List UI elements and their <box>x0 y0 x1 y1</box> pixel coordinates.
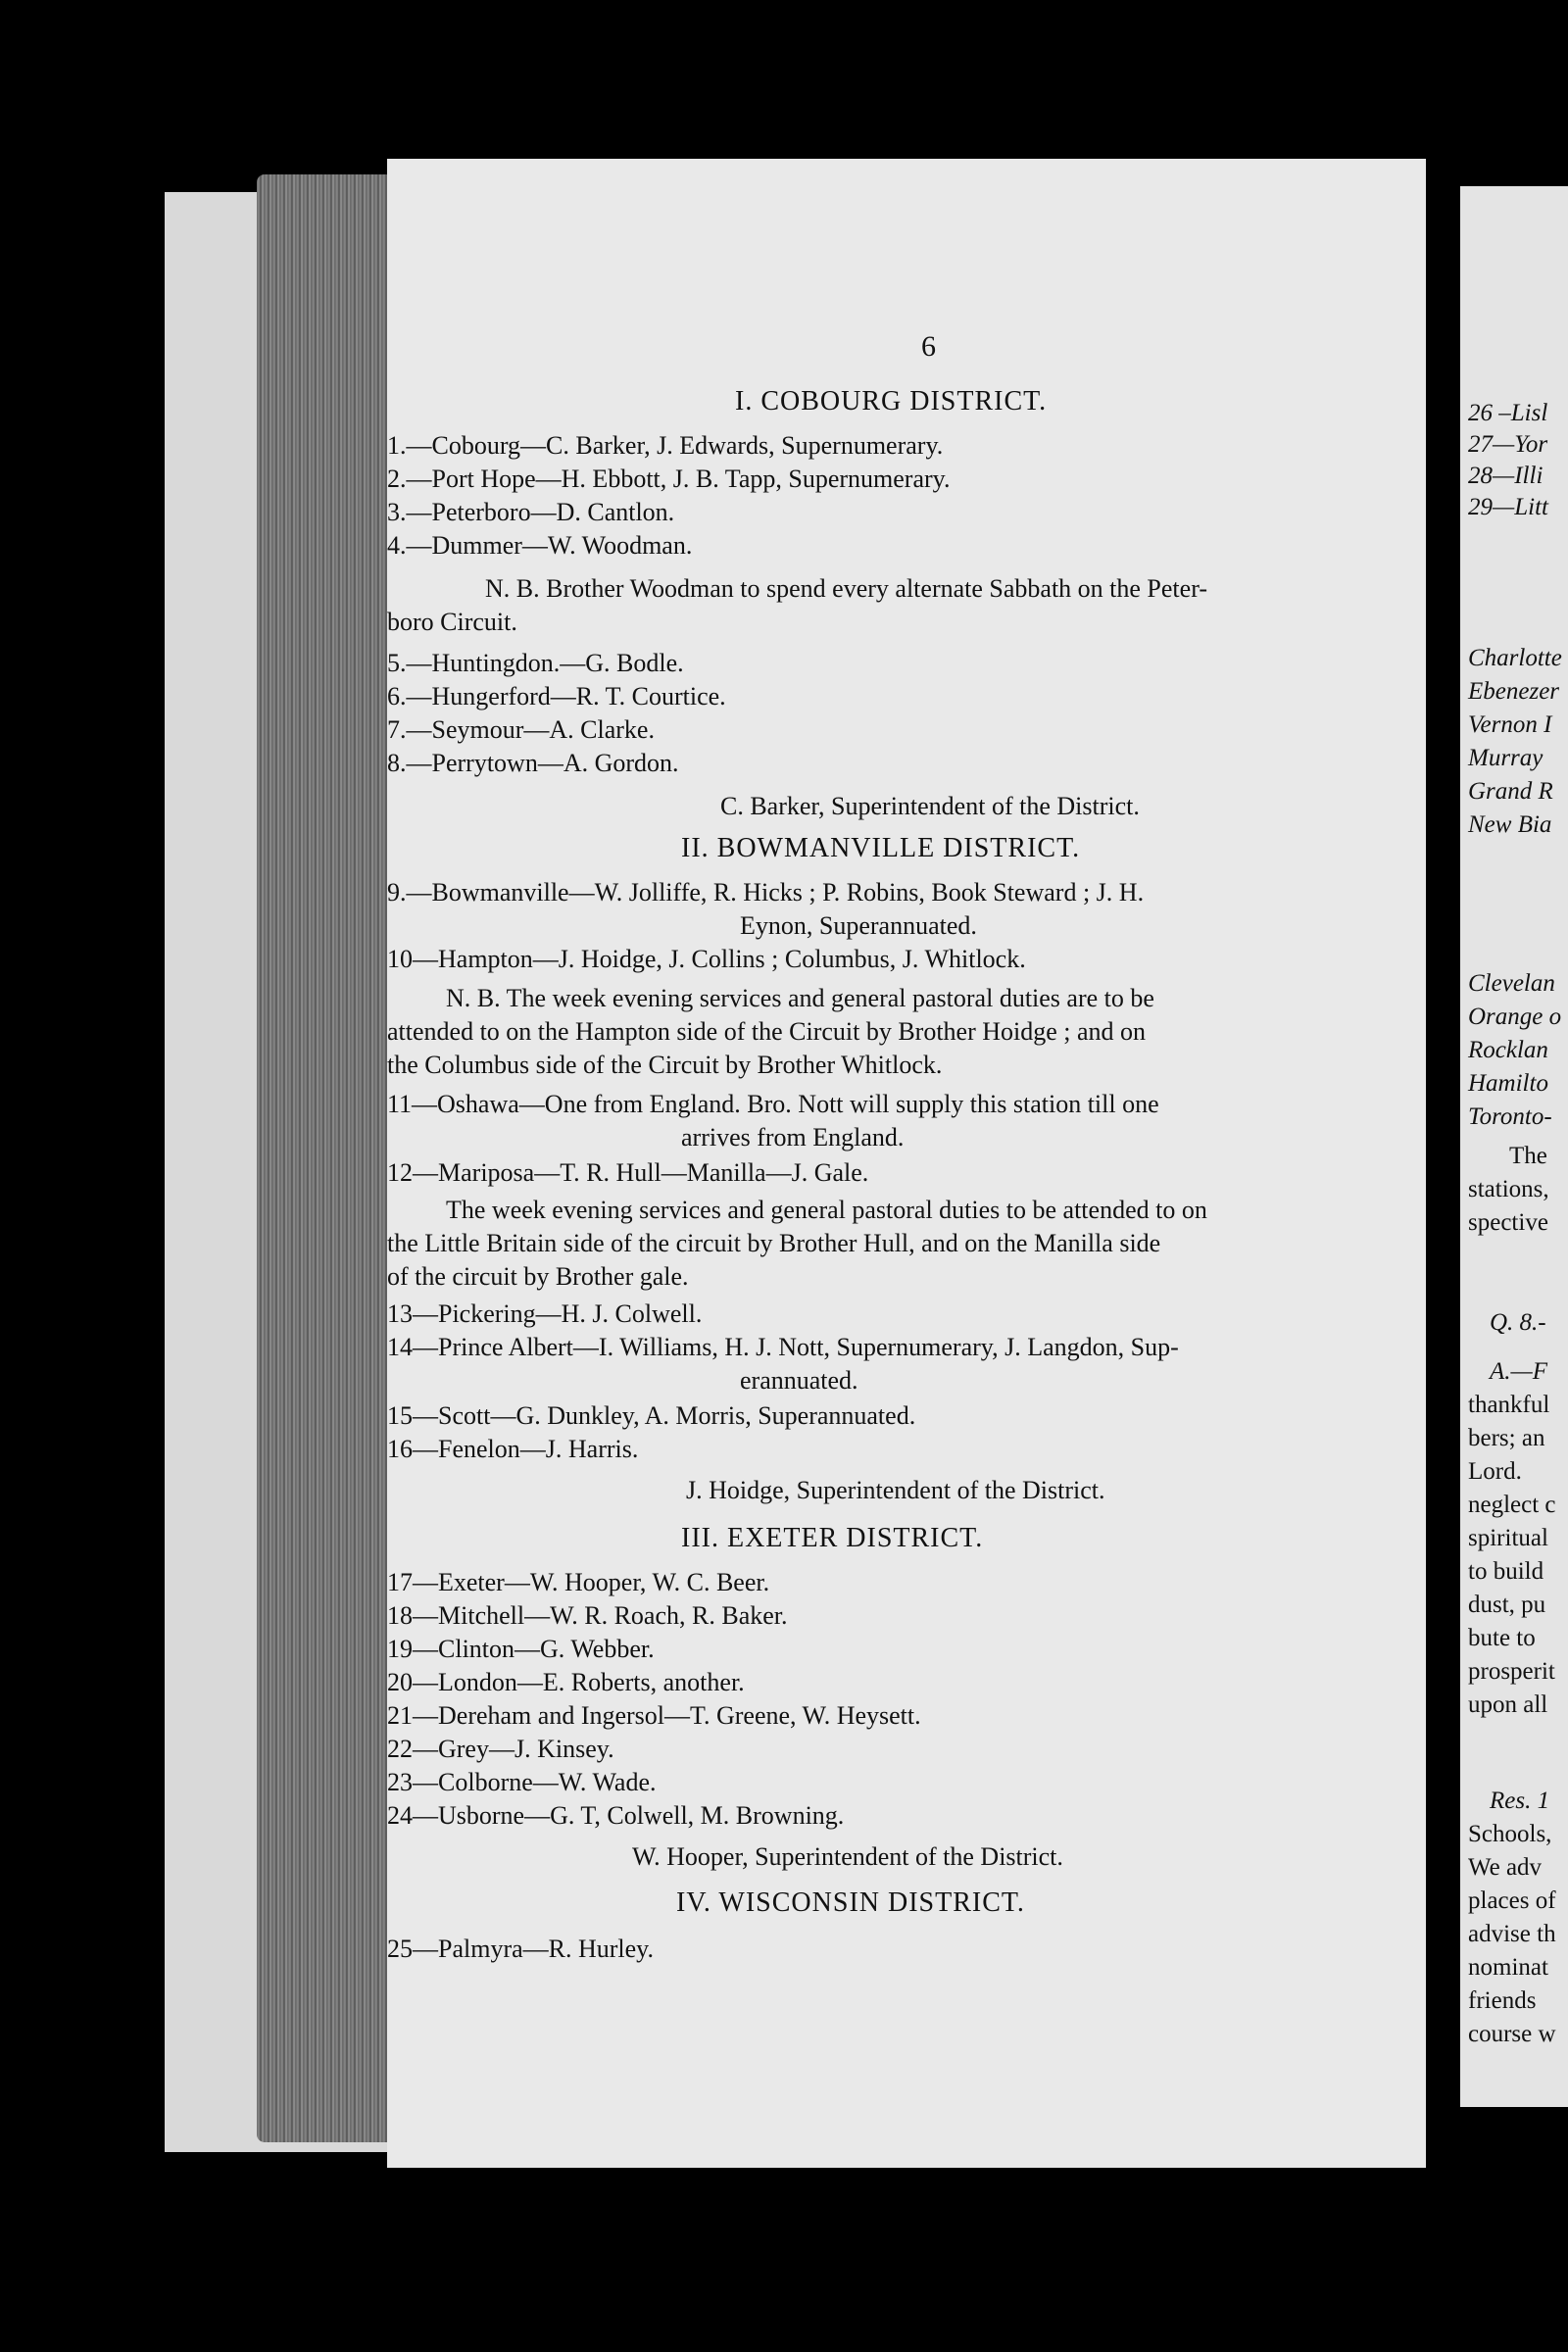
adjacent-text: The <box>1509 1143 1547 1169</box>
superintendent-line: C. Barker, Superintendent of the District. <box>720 792 1140 820</box>
adjacent-text: Murray <box>1468 745 1544 771</box>
section-heading-exeter: III. EXETER DISTRICT. <box>681 1523 984 1553</box>
adjacent-text: bers; an <box>1468 1425 1545 1451</box>
note-line: N. B. The week evening services and general pastoral duties are to be <box>446 984 1154 1012</box>
note-line: boro Circuit. <box>387 608 517 636</box>
entry-line: 11—Oshawa—One from England. Bro. Nott will supply this station till one <box>387 1090 1159 1118</box>
entry-line: 25—Palmyra—R. Hurley. <box>387 1935 654 1963</box>
adjacent-page-fragment <box>1460 186 1568 2107</box>
entry-line: 18—Mitchell—W. R. Roach, R. Baker. <box>387 1601 788 1630</box>
adjacent-text: to build <box>1468 1558 1544 1585</box>
adjacent-text: Charlotte <box>1468 645 1562 671</box>
adjacent-text: places of <box>1468 1887 1556 1914</box>
note-line: N. B. Brother Woodman to spend every alternate Sabbath on the Peter- <box>485 574 1207 603</box>
adjacent-text: nominat <box>1468 1954 1548 1981</box>
left-page <box>387 159 1426 2168</box>
adjacent-text: upon all <box>1468 1691 1548 1718</box>
adjacent-text: dust, pu <box>1468 1592 1546 1618</box>
entry-line: 5.—Huntingdon.—G. Bodle. <box>387 649 684 677</box>
entry-line: 14—Prince Albert—I. Williams, H. J. Nott, Supernumerary, J. Langdon, Sup- <box>387 1333 1179 1361</box>
entry-line: 17—Exeter—W. Hooper, W. C. Beer. <box>387 1568 770 1596</box>
entry-line: 2.—Port Hope—H. Ebbott, J. B. Tapp, Supernumerary. <box>387 465 951 493</box>
note-line: the Little Britain side of the circuit by Brother Hull, and on the Manilla side <box>387 1229 1161 1257</box>
entry-line: 19—Clinton—G. Webber. <box>387 1635 655 1663</box>
section-heading-wisconsin: IV. WISCONSIN DISTRICT. <box>676 1887 1025 1918</box>
adjacent-text: advise th <box>1468 1921 1556 1947</box>
entry-line: 12—Mariposa—T. R. Hull—Manilla—J. Gale. <box>387 1158 869 1187</box>
entry-line: 3.—Peterboro—D. Cantlon. <box>387 498 675 526</box>
adjacent-text: prosperit <box>1468 1658 1555 1685</box>
adjacent-text: spective <box>1468 1209 1548 1236</box>
note-line: the Columbus side of the Circuit by Brother Whitlock. <box>387 1051 943 1079</box>
entry-line: 7.—Seymour—A. Clarke. <box>387 715 655 744</box>
adjacent-text: 27—Yor <box>1468 431 1548 458</box>
adjacent-text: spiritual <box>1468 1525 1548 1551</box>
page-edges <box>257 174 404 2142</box>
entry-line: 10—Hampton—J. Hoidge, J. Collins ; Columbus, J. Whitlock. <box>387 945 1026 973</box>
entry-line: 21—Dereham and Ingersol—T. Greene, W. Heysett. <box>387 1701 921 1730</box>
entry-line: arrives from England. <box>681 1123 905 1152</box>
adjacent-text: Lord. <box>1468 1458 1522 1485</box>
adjacent-text: Toronto- <box>1468 1103 1552 1130</box>
entry-line: 9.—Bowmanville—W. Jolliffe, R. Hicks ; P. Robins, Book Steward ; J. H. <box>387 878 1145 906</box>
adjacent-text: 29—Litt <box>1468 494 1548 520</box>
page-number: 6 <box>921 330 936 363</box>
note-line: The week evening services and general pastoral duties to be attended to on <box>446 1196 1207 1224</box>
adjacent-text: course w <box>1468 2021 1556 2047</box>
entry-line: 16—Fenelon—J. Harris. <box>387 1435 639 1463</box>
entry-line: erannuated. <box>740 1366 858 1395</box>
adjacent-text: stations, <box>1468 1176 1549 1202</box>
adjacent-text: A.—F <box>1490 1358 1548 1385</box>
adjacent-text: Ebenezer <box>1468 678 1560 705</box>
adjacent-text: neglect c <box>1468 1492 1556 1518</box>
adjacent-text: Res. 1 <box>1490 1788 1550 1814</box>
entry-line: 6.—Hungerford—R. T. Courtice. <box>387 682 726 710</box>
section-heading-cobourg: I. COBOURG DISTRICT. <box>735 386 1048 416</box>
entry-line: 15—Scott—G. Dunkley, A. Morris, Superannuated. <box>387 1401 916 1430</box>
entry-line: 8.—Perrytown—A. Gordon. <box>387 749 679 777</box>
adjacent-text: Rocklan <box>1468 1037 1548 1063</box>
adjacent-text: New Bia <box>1468 811 1552 838</box>
adjacent-text: We adv <box>1468 1854 1543 1881</box>
adjacent-text: Grand R <box>1468 778 1553 805</box>
superintendent-line: W. Hooper, Superintendent of the District. <box>632 1842 1063 1871</box>
adjacent-text: friends <box>1468 1987 1537 2014</box>
adjacent-text: Clevelan <box>1468 970 1555 997</box>
entry-line: Eynon, Superannuated. <box>740 911 977 940</box>
adjacent-text: thankful <box>1468 1392 1550 1418</box>
adjacent-text: Q. 8.- <box>1490 1309 1546 1336</box>
note-line: attended to on the Hampton side of the Circuit by Brother Hoidge ; and on <box>387 1017 1147 1046</box>
entry-line: 1.—Cobourg—C. Barker, J. Edwards, Supernumerary. <box>387 431 944 460</box>
superintendent-line: J. Hoidge, Superintendent of the District. <box>686 1476 1105 1504</box>
adjacent-text: Schools, <box>1468 1821 1552 1847</box>
entry-line: 4.—Dummer—W. Woodman. <box>387 531 693 560</box>
adjacent-text: Hamilto <box>1468 1070 1548 1097</box>
adjacent-text: 26 –Lisl <box>1468 400 1548 426</box>
entry-line: 20—London—E. Roberts, another. <box>387 1668 745 1696</box>
entry-line: 24—Usborne—G. T, Colwell, M. Browning. <box>387 1801 845 1830</box>
entry-line: 13—Pickering—H. J. Colwell. <box>387 1299 703 1328</box>
section-heading-bowmanville: II. BOWMANVILLE DISTRICT. <box>681 833 1081 863</box>
adjacent-text: Orange o <box>1468 1004 1562 1030</box>
adjacent-text: 28—Illi <box>1468 463 1544 489</box>
adjacent-text: Vernon I <box>1468 711 1552 738</box>
entry-line: 23—Colborne—W. Wade. <box>387 1768 657 1796</box>
note-line: of the circuit by Brother gale. <box>387 1262 689 1291</box>
adjacent-text: bute to <box>1468 1625 1536 1651</box>
entry-line: 22—Grey—J. Kinsey. <box>387 1735 614 1763</box>
